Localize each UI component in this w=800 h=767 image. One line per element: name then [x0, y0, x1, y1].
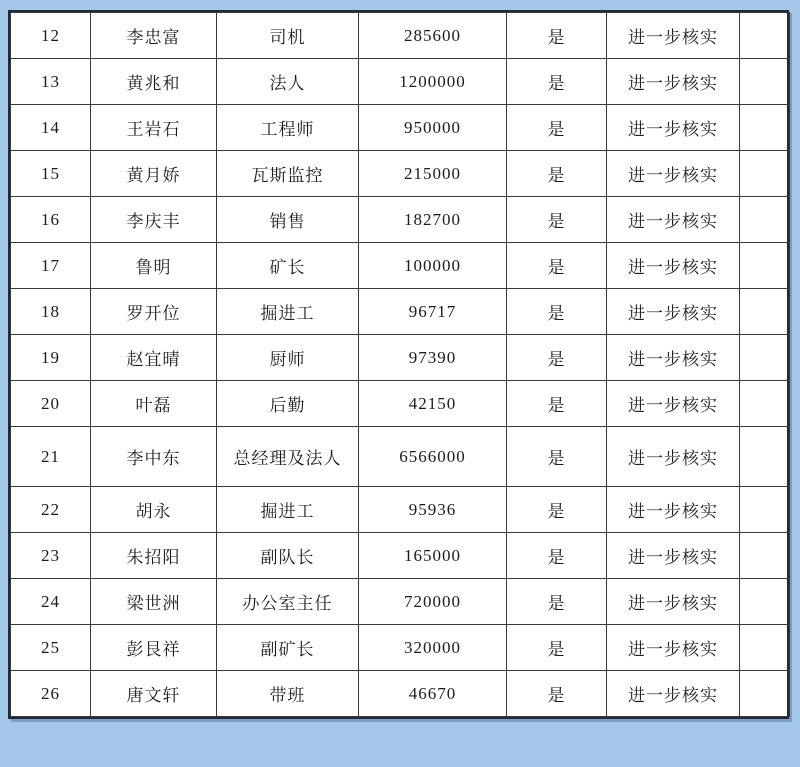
cell-index: 20: [11, 381, 91, 427]
cell-action: 进一步核实: [607, 105, 740, 151]
cell-action: 进一步核实: [607, 625, 740, 671]
cell-index: 24: [11, 579, 91, 625]
cell-position: 瓦斯监控: [217, 151, 359, 197]
cell-amount: 6566000: [359, 427, 507, 487]
cell-name: 黄兆和: [91, 59, 217, 105]
cell-note: [740, 533, 790, 579]
cell-amount: 182700: [359, 197, 507, 243]
cell-verified: 是: [507, 625, 607, 671]
cell-action: 进一步核实: [607, 243, 740, 289]
cell-action: 进一步核实: [607, 427, 740, 487]
cell-note: [740, 487, 790, 533]
table-row: [11, 335, 790, 381]
cell-index: 17: [11, 243, 91, 289]
cell-position: 后勤: [217, 381, 359, 427]
cell-verified: 是: [507, 487, 607, 533]
cell-name: 朱招阳: [91, 533, 217, 579]
cell-position: 掘进工: [217, 289, 359, 335]
table-sheet: [8, 10, 789, 719]
cell-verified: 是: [507, 289, 607, 335]
cell-verified: 是: [507, 59, 607, 105]
cell-action: 进一步核实: [607, 289, 740, 335]
cell-position: 副队长: [217, 533, 359, 579]
cell-amount: 46670: [359, 671, 507, 717]
table-row: [11, 671, 790, 717]
cell-verified: 是: [507, 335, 607, 381]
cell-index: 12: [11, 13, 91, 59]
cell-action: 进一步核实: [607, 335, 740, 381]
cell-amount: 720000: [359, 579, 507, 625]
cell-position: 司机: [217, 13, 359, 59]
cell-position: 销售: [217, 197, 359, 243]
cell-verified: 是: [507, 427, 607, 487]
cell-name: 罗开位: [91, 289, 217, 335]
cell-verified: 是: [507, 533, 607, 579]
cell-amount: 215000: [359, 151, 507, 197]
cell-name: 胡永: [91, 487, 217, 533]
cell-note: [740, 105, 790, 151]
cell-name: 李忠富: [91, 13, 217, 59]
cell-action: 进一步核实: [607, 151, 740, 197]
cell-position: 掘进工: [217, 487, 359, 533]
cell-amount: 97390: [359, 335, 507, 381]
cell-amount: 1200000: [359, 59, 507, 105]
cell-position: 矿长: [217, 243, 359, 289]
table-row: [11, 381, 790, 427]
cell-name: 唐文轩: [91, 671, 217, 717]
table-row: [11, 105, 790, 151]
cell-amount: 285600: [359, 13, 507, 59]
cell-name: 王岩石: [91, 105, 217, 151]
cell-action: 进一步核实: [607, 59, 740, 105]
cell-note: [740, 289, 790, 335]
cell-note: [740, 671, 790, 717]
cell-amount: 42150: [359, 381, 507, 427]
cell-name: 李中东: [91, 427, 217, 487]
table-row: [11, 533, 790, 579]
personnel-table: [10, 12, 790, 717]
cell-index: 21: [11, 427, 91, 487]
cell-index: 16: [11, 197, 91, 243]
cell-note: [740, 151, 790, 197]
cell-position: 副矿长: [217, 625, 359, 671]
cell-position: 带班: [217, 671, 359, 717]
table-row: [11, 579, 790, 625]
cell-verified: 是: [507, 151, 607, 197]
cell-action: 进一步核实: [607, 381, 740, 427]
cell-action: 进一步核实: [607, 487, 740, 533]
cell-position: 厨师: [217, 335, 359, 381]
cell-name: 黄月娇: [91, 151, 217, 197]
cell-name: 彭艮祥: [91, 625, 217, 671]
cell-name: 鲁明: [91, 243, 217, 289]
cell-amount: 950000: [359, 105, 507, 151]
cell-note: [740, 59, 790, 105]
cell-index: 14: [11, 105, 91, 151]
cell-verified: 是: [507, 579, 607, 625]
table-row: [11, 197, 790, 243]
cell-amount: 165000: [359, 533, 507, 579]
cell-index: 22: [11, 487, 91, 533]
table-row: [11, 13, 790, 59]
cell-name: 叶磊: [91, 381, 217, 427]
cell-note: [740, 13, 790, 59]
cell-action: 进一步核实: [607, 197, 740, 243]
cell-action: 进一步核实: [607, 671, 740, 717]
cell-amount: 96717: [359, 289, 507, 335]
cell-name: 赵宜晴: [91, 335, 217, 381]
cell-index: 25: [11, 625, 91, 671]
cell-index: 13: [11, 59, 91, 105]
cell-position: 工程师: [217, 105, 359, 151]
cell-verified: 是: [507, 13, 607, 59]
cell-position: 法人: [217, 59, 359, 105]
table-row: [11, 427, 790, 487]
cell-index: 19: [11, 335, 91, 381]
cell-note: [740, 335, 790, 381]
cell-action: 进一步核实: [607, 13, 740, 59]
cell-verified: 是: [507, 381, 607, 427]
cell-note: [740, 243, 790, 289]
cell-action: 进一步核实: [607, 579, 740, 625]
table-row: [11, 243, 790, 289]
table-row: [11, 59, 790, 105]
table-row: [11, 625, 790, 671]
cell-index: 26: [11, 671, 91, 717]
cell-verified: 是: [507, 197, 607, 243]
cell-index: 23: [11, 533, 91, 579]
cell-verified: 是: [507, 105, 607, 151]
cell-verified: 是: [507, 243, 607, 289]
cell-index: 18: [11, 289, 91, 335]
table-row: [11, 289, 790, 335]
cell-index: 15: [11, 151, 91, 197]
cell-amount: 320000: [359, 625, 507, 671]
cell-note: [740, 427, 790, 487]
cell-action: 进一步核实: [607, 533, 740, 579]
cell-amount: 95936: [359, 487, 507, 533]
cell-name: 李庆丰: [91, 197, 217, 243]
cell-position: 办公室主任: [217, 579, 359, 625]
cell-position: 总经理及法人: [217, 427, 359, 487]
cell-amount: 100000: [359, 243, 507, 289]
cell-note: [740, 625, 790, 671]
cell-name: 梁世洲: [91, 579, 217, 625]
table-body: [11, 13, 790, 717]
cell-note: [740, 197, 790, 243]
cell-note: [740, 381, 790, 427]
table-row: [11, 487, 790, 533]
cell-verified: 是: [507, 671, 607, 717]
cell-note: [740, 579, 790, 625]
table-row: [11, 151, 790, 197]
